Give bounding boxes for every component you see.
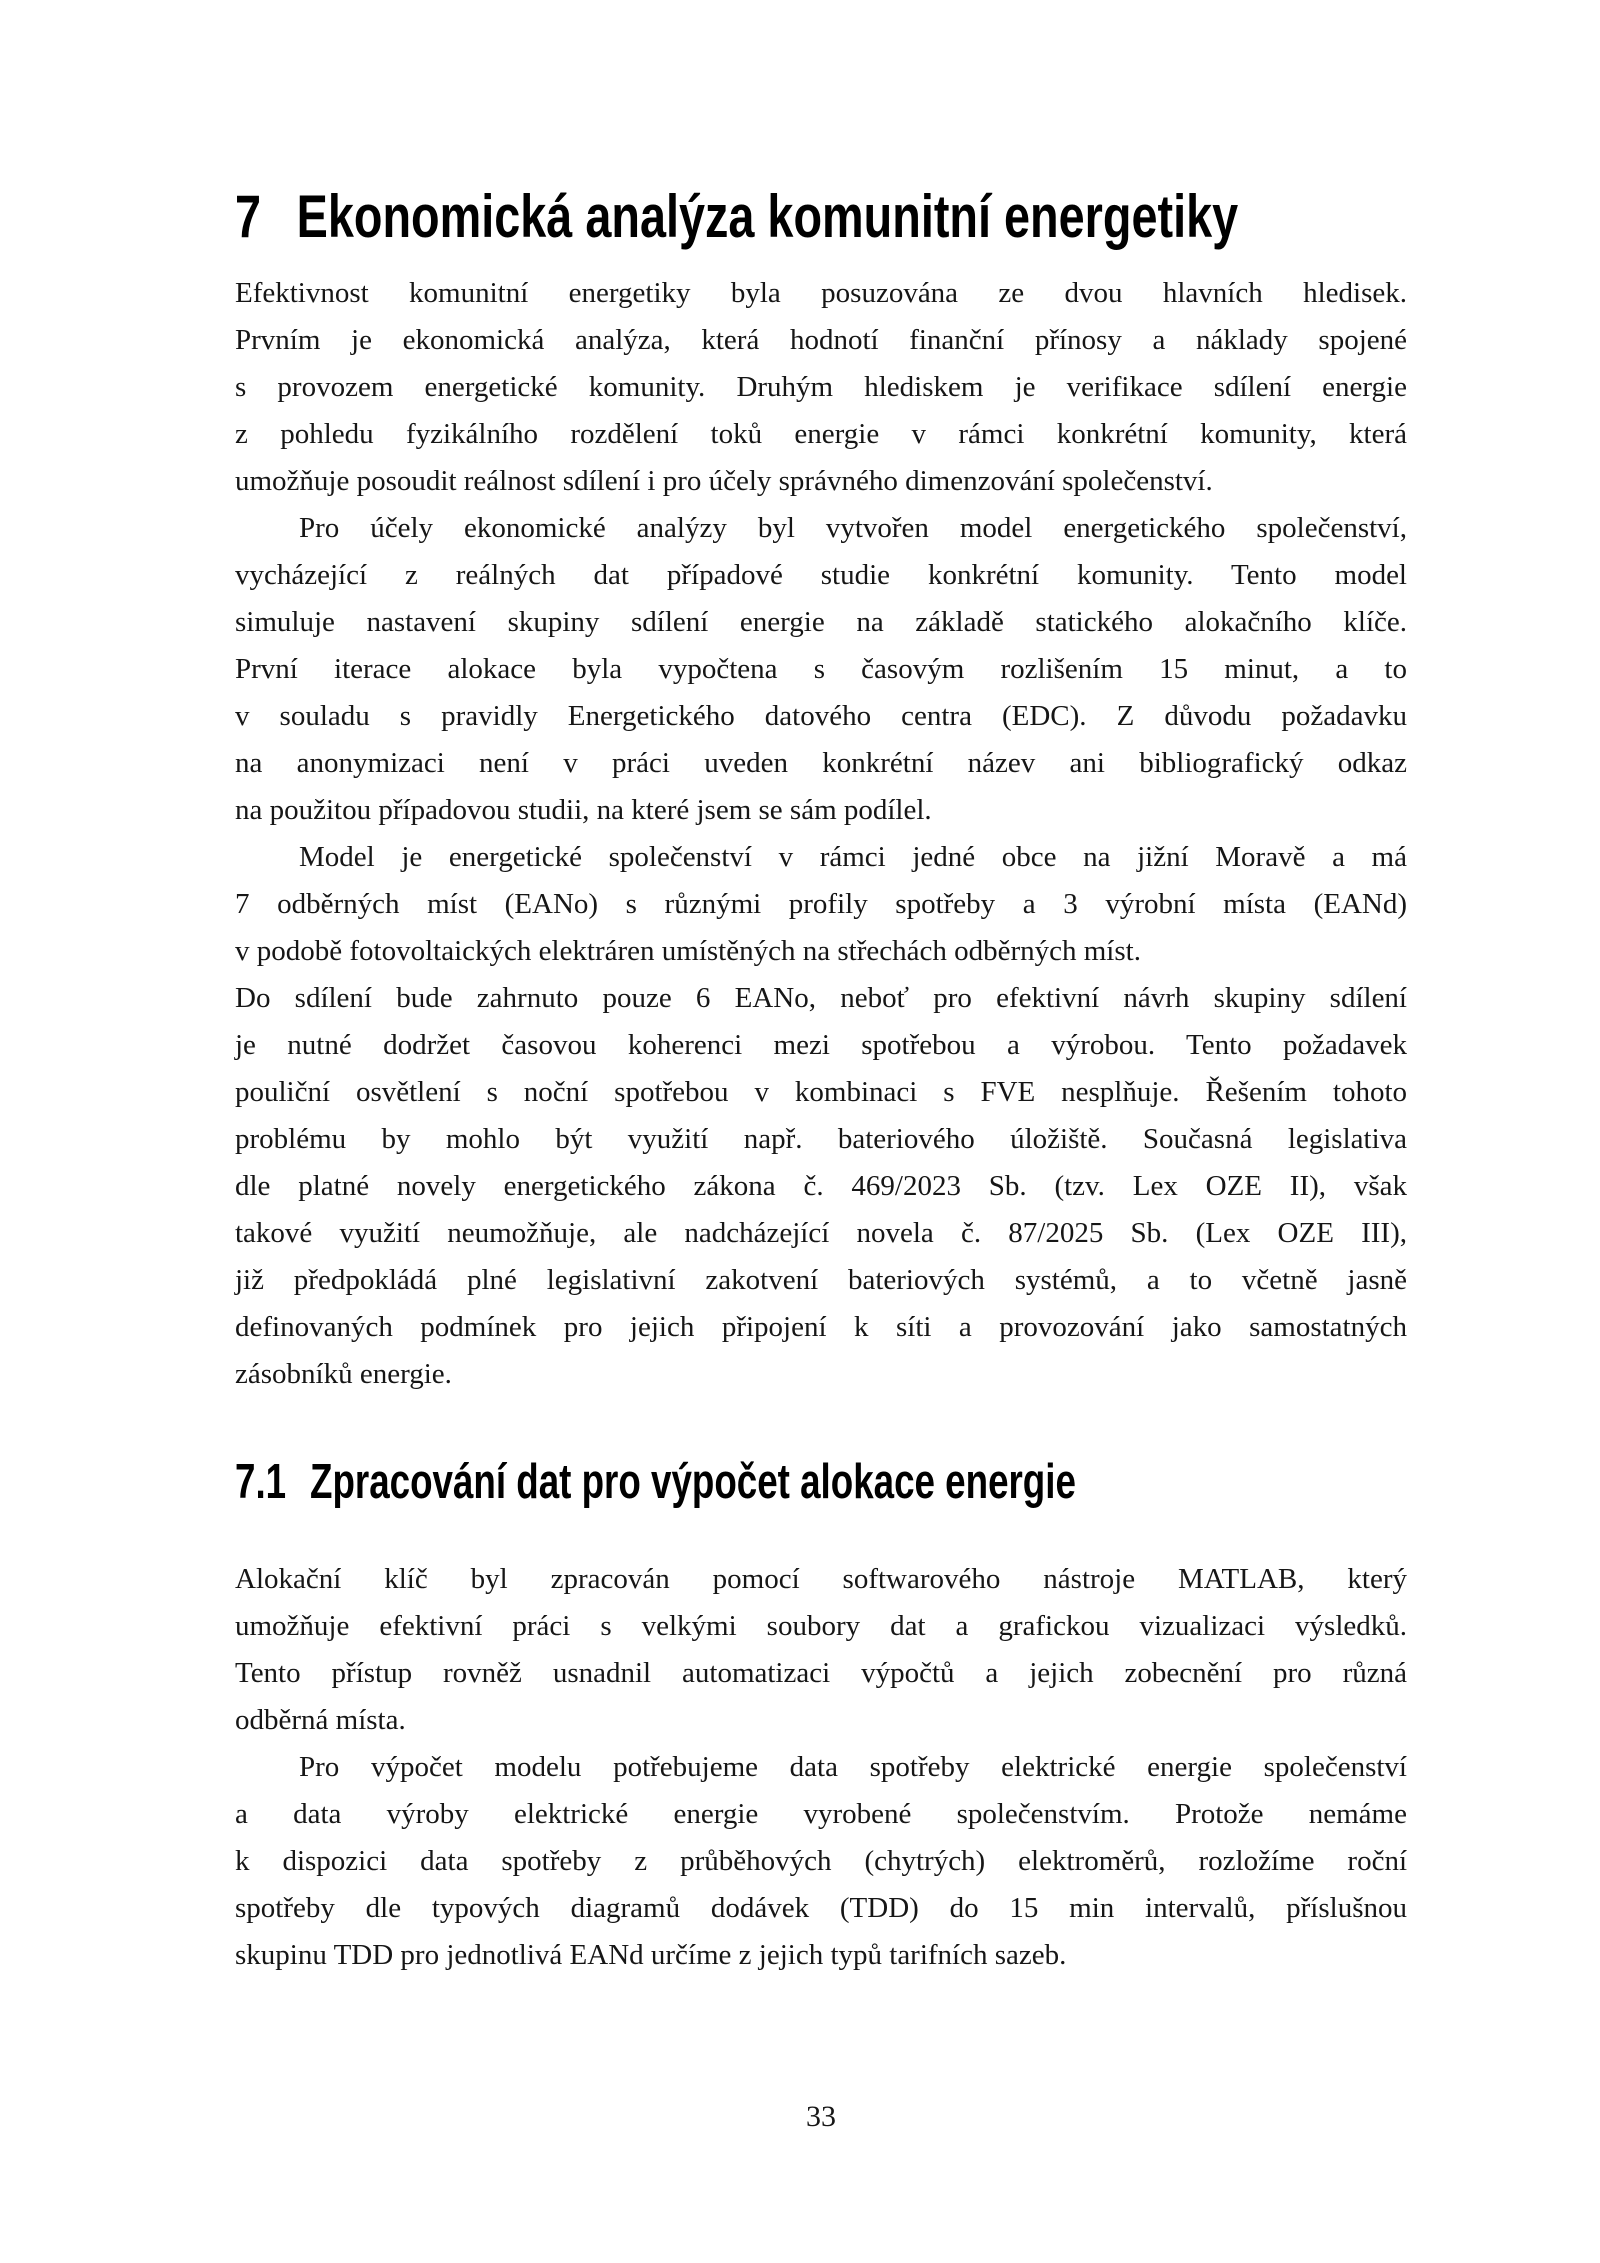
paragraph [235,1556,1407,1744]
text-line: simuluje nastavení skupiny sdílení energie na základě statického alokačního klíče. [235,606,1407,638]
text-line: Model je energetické společenství v rámci jedné obce na jižní Moravě a má [299,841,1407,873]
text-line: Prvním je ekonomická analýza, která hodnotí finanční přínosy a náklady spojené [235,324,1407,356]
text-line: Efektivnost komunitní energetiky byla posuzována ze dvou hlavních hledisek. [235,277,1407,309]
text-line: umožňuje posoudit reálnost sdílení i pro účely správného dimenzování společenství. [235,465,1213,497]
text-line: 7 odběrných míst (EANo) s různými profily spotřeby a 3 výrobní místa (EANd) [235,888,1407,920]
text-line: Alokační klíč byl zpracován pomocí softwarového nástroje MATLAB, který [235,1563,1407,1595]
text-line: odběrná místa. [235,1704,406,1736]
paragraph [235,505,1407,834]
section-number: 7 [235,183,262,250]
text-line: pouliční osvětlení s noční spotřebou v kombinaci s FVE nesplňuje. Řešením tohoto [235,1076,1407,1108]
text-line: z pohledu fyzikálního rozdělení toků energie v rámci konkrétní komunity, která [235,418,1407,450]
subsection-heading [235,1455,1076,1510]
subsection-title: Zpracování dat pro výpočet alokace energie [310,1455,1076,1509]
text-line: a data výroby elektrické energie vyrobené společenstvím. Protože nemáme [235,1798,1407,1830]
text-line: skupinu TDD pro jednotlivá EANd určíme z jejich typů tarifních sazeb. [235,1939,1067,1971]
subsection-body [235,1556,1407,1979]
text-line: již předpokládá plné legislativní zakotvení bateriových systémů, a to včetně jasně [235,1264,1407,1296]
text-line: Do sdílení bude zahrnuto pouze 6 EANo, neboť pro efektivní návrh skupiny sdílení [235,982,1407,1014]
text-line: spotřeby dle typových diagramů dodávek (TDD) do 15 min intervalů, příslušnou [235,1892,1407,1924]
text-line: vycházející z reálných dat případové studie konkrétní komunity. Tento model [235,559,1407,591]
paragraph [235,1744,1407,1979]
text-line: problému by mohlo být využití např. bateriového úložiště. Současná legislativa [235,1123,1407,1155]
text-line: v souladu s pravidly Energetického datového centra (EDC). Z důvodu požadavku [235,700,1407,732]
text-line: na anonymizaci není v práci uveden konkrétní název ani bibliografický odkaz [235,747,1407,779]
text-line: na použitou případovou studii, na které jsem se sám podílel. [235,794,932,826]
text-line: k dispozici data spotřeby z průběhových (chytrých) elektroměrů, rozložíme roční [235,1845,1407,1877]
text-line: je nutné dodržet časovou koherenci mezi spotřebou a výrobou. Tento požadavek [235,1029,1407,1061]
page-number: 33 [806,2100,836,2133]
text-line: zásobníků energie. [235,1358,452,1390]
text-line: dle platné novely energetického zákona č. 469/2023 Sb. (tzv. Lex OZE II), však [235,1170,1407,1202]
text-line: umožňuje efektivní práci s velkými soubory dat a grafickou vizualizaci výsledků. [235,1610,1407,1642]
paragraph [235,270,1407,505]
text-line: v podobě fotovoltaických elektráren umístěných na střechách odběrných míst. [235,935,1141,967]
section-body [235,270,1407,1398]
paragraph [235,975,1407,1398]
paragraph [235,834,1407,975]
text-line: definovaných podmínek pro jejich připojení k síti a provozování jako samostatných [235,1311,1407,1343]
text-line: Tento přístup rovněž usnadnil automatizaci výpočtů a jejich zobecnění pro různá [235,1657,1407,1689]
text-line: Pro účely ekonomické analýzy byl vytvořen model energetického společenství, [299,512,1407,544]
text-line: s provozem energetické komunity. Druhým hlediskem je verifikace sdílení energie [235,371,1407,403]
text-line: Pro výpočet modelu potřebujeme data spotřeby elektrické energie společenství [299,1751,1407,1783]
section-heading [235,183,1238,250]
text-line: První iterace alokace byla vypočtena s časovým rozlišením 15 minut, a to [235,653,1407,685]
text-line: takové využití neumožňuje, ale nadcházející novela č. 87/2025 Sb. (Lex OZE III), [235,1217,1407,1249]
section-title: Ekonomická analýza komunitní energetiky [296,183,1239,250]
subsection-number: 7.1 [235,1455,287,1509]
